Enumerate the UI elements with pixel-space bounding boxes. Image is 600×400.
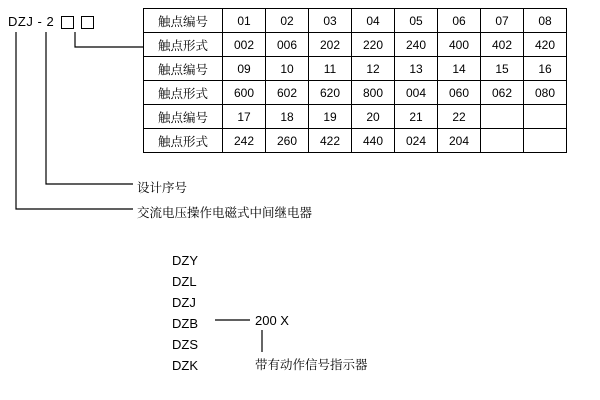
list-item: DZS bbox=[172, 337, 198, 352]
table-row bbox=[144, 9, 567, 33]
model-code-label bbox=[8, 14, 94, 29]
table-cell: 02 bbox=[266, 9, 309, 33]
table-cell: 600 bbox=[223, 81, 266, 105]
table-cell: 03 bbox=[309, 9, 352, 33]
annotation-design-number: 设计序号 bbox=[137, 181, 188, 195]
table-cell: 10 bbox=[266, 57, 309, 81]
table-cell: 400 bbox=[438, 33, 481, 57]
series-list bbox=[172, 250, 198, 376]
table-cell bbox=[481, 105, 524, 129]
model-code-box-1 bbox=[61, 16, 74, 29]
table-cell: 09 bbox=[223, 57, 266, 81]
table-cell: 202 bbox=[309, 33, 352, 57]
table-cell: 18 bbox=[266, 105, 309, 129]
row-header: 触点编号 bbox=[144, 57, 223, 81]
table-cell: 220 bbox=[352, 33, 395, 57]
list-item: DZL bbox=[172, 274, 197, 289]
row-header: 触点形式 bbox=[144, 129, 223, 153]
contact-spec-table bbox=[143, 8, 567, 153]
table-cell: 800 bbox=[352, 81, 395, 105]
table-cell: 402 bbox=[481, 33, 524, 57]
table-cell: 15 bbox=[481, 57, 524, 81]
row-header: 触点编号 bbox=[144, 105, 223, 129]
table-row bbox=[144, 105, 567, 129]
table-cell: 060 bbox=[438, 81, 481, 105]
table-cell: 20 bbox=[352, 105, 395, 129]
table-cell: 420 bbox=[524, 33, 567, 57]
table-cell: 204 bbox=[438, 129, 481, 153]
row-header: 触点形式 bbox=[144, 33, 223, 57]
table-cell: 006 bbox=[266, 33, 309, 57]
table-cell: 16 bbox=[524, 57, 567, 81]
series-indicator-label: 带有动作信号指示器 bbox=[255, 358, 368, 372]
table-cell bbox=[481, 129, 524, 153]
table-row bbox=[144, 129, 567, 153]
table-cell: 17 bbox=[223, 105, 266, 129]
table-cell: 240 bbox=[395, 33, 438, 57]
table-cell: 11 bbox=[309, 57, 352, 81]
table-cell: 12 bbox=[352, 57, 395, 81]
table-cell: 13 bbox=[395, 57, 438, 81]
row-header: 触点编号 bbox=[144, 9, 223, 33]
table-cell: 21 bbox=[395, 105, 438, 129]
table-cell: 260 bbox=[266, 129, 309, 153]
table-cell: 602 bbox=[266, 81, 309, 105]
table-cell: 620 bbox=[309, 81, 352, 105]
table-cell: 07 bbox=[481, 9, 524, 33]
table-row bbox=[144, 57, 567, 81]
table-cell: 19 bbox=[309, 105, 352, 129]
table-row bbox=[144, 33, 567, 57]
table-cell: 002 bbox=[223, 33, 266, 57]
table-cell: 004 bbox=[395, 81, 438, 105]
table-cell: 05 bbox=[395, 9, 438, 33]
table-cell: 422 bbox=[309, 129, 352, 153]
table-cell: 080 bbox=[524, 81, 567, 105]
table-cell: 062 bbox=[481, 81, 524, 105]
list-item: DZB bbox=[172, 316, 198, 331]
table-cell: 024 bbox=[395, 129, 438, 153]
table-cell: 242 bbox=[223, 129, 266, 153]
model-code-box-2 bbox=[81, 16, 94, 29]
list-item: DZJ bbox=[172, 295, 196, 310]
table-row bbox=[144, 81, 567, 105]
model-code-number: 2 bbox=[46, 14, 55, 29]
table-cell bbox=[524, 129, 567, 153]
model-code-prefix: DZJ bbox=[8, 14, 34, 29]
annotation-relay-description: 交流电压操作电磁式中间继电器 bbox=[137, 206, 313, 220]
table-cell: 440 bbox=[352, 129, 395, 153]
table-cell: 01 bbox=[223, 9, 266, 33]
table-cell: 06 bbox=[438, 9, 481, 33]
table-cell bbox=[524, 105, 567, 129]
table-cell: 14 bbox=[438, 57, 481, 81]
row-header: 触点形式 bbox=[144, 81, 223, 105]
table-cell: 22 bbox=[438, 105, 481, 129]
list-item: DZK bbox=[172, 358, 198, 373]
model-code-dash: - bbox=[37, 14, 43, 29]
table-cell: 08 bbox=[524, 9, 567, 33]
table-cell: 04 bbox=[352, 9, 395, 33]
series-code-200: 200 X bbox=[255, 313, 289, 328]
list-item: DZY bbox=[172, 253, 198, 268]
